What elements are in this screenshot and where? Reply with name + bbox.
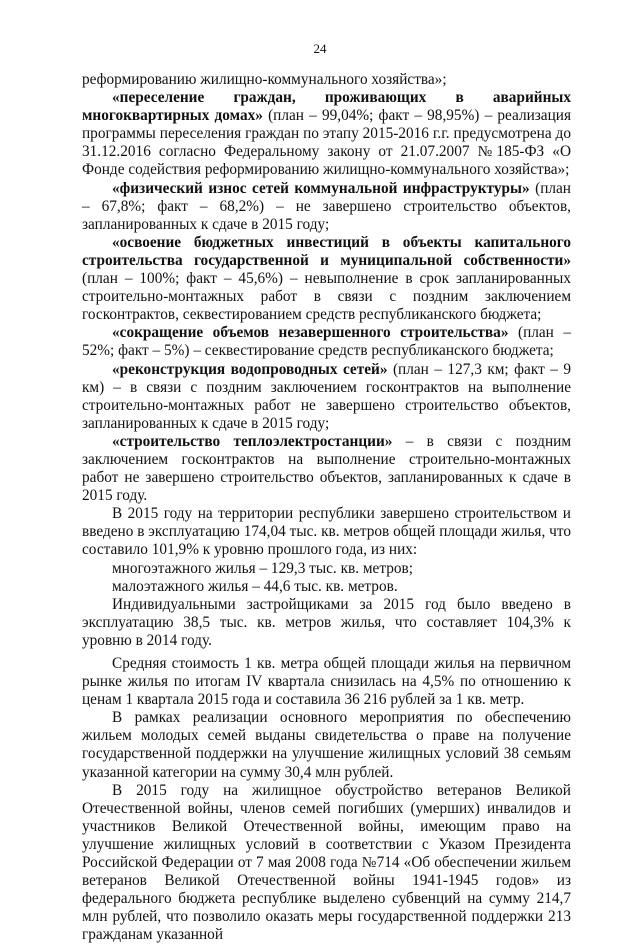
paragraph-text: (план – 67,8%; факт – 68,2%) – не завершено строительство объектов, запланированных к сдаче в 2015 году;: [82, 179, 571, 233]
paragraph-text: реформированию жилищно-коммунального хозяйства»;: [82, 71, 447, 88]
paragraph-text: (план – 100%; факт – 45,6%) – невыполнение в срок запланированных строительно-монтажных работ в связи с поздним заключением госконтрактов, секвестированием средств республиканского бюджета;: [82, 270, 571, 324]
paragraph: В рамках реализации основного мероприятия по обеспечению жильем молодых семей выданы свидетельства о праве на получение государственной поддержки на улучшение жилищных условий 38 семьям указанной категории на сумму 30,4 млн рублей.: [82, 709, 571, 781]
indicator-title: «физический износ сетей коммунальной инфраструктуры»: [112, 179, 530, 197]
document-body: [82, 71, 571, 945]
page-number: 24: [313, 41, 327, 56]
paragraph-text: (план – 52%; факт – 5%) – секвестирование средств республиканского бюджета;: [82, 324, 572, 360]
paragraph-text: (план – 99,04%; факт – 98,95%) – реализация программы переселения граждан по этапу 2015-2016 г.г. предусмотрена до 31.12.2016 согласно Федеральному закону от 21.07.2007 №185-ФЗ «О Фонде содействия реформированию жилищно-коммунального хозяйства»;: [82, 107, 572, 179]
paragraph: малоэтажного жилья – 44,6 тыс. кв. метров.: [112, 577, 398, 595]
paragraph: многоэтажного жилья – 129,3 тыс. кв. метров;: [112, 559, 413, 577]
paragraph: В 2015 году на территории республики завершено строительством и введено в эксплуатацию 174,04 тыс. кв. метров общей площади жилья, что составило 101,9% к уровню прошлого года, из них:: [82, 505, 571, 559]
paragraph-text: – в связи с поздним заключением госконтрактов на выполнение строительно-монтажных работ не завершено строительство объектов, запланированных к сдаче в 2015 году.: [82, 432, 572, 505]
indicator-title: «переселение граждан, проживающих в аварийных многоквартирных домах»: [82, 89, 571, 125]
paragraph: [82, 89, 571, 179]
paragraph: Индивидуальными застройщиками за 2015 год было введено в эксплуатацию 38,5 тыс. кв. метров жилья, что составляет 104,3% к уровню в 2014 году.: [82, 595, 571, 649]
paragraph: [82, 361, 571, 433]
paragraph: Средняя стоимость 1 кв. метра общей площади жилья на первичном рынке жилья по итогам IV квартала снизилась на 4,5% по отношению к ценам 1 квартала 2015 года и составила 36 216 рублей за 1 кв. метр.: [82, 655, 571, 709]
paragraph: [82, 71, 571, 89]
indicator-title: «освоение бюджетных инвестиций в объекты капитального строительства государственной и муниципальной собственности»: [82, 233, 571, 269]
paragraph: [82, 433, 571, 505]
paragraph-text: (план – 127,3 км; факт – 9 км) – в связи с поздним заключением госконтрактов на выполнение строительно-монтажных работ не завершено строительство объектов, запланированных к сдаче в 2015 году;: [82, 360, 571, 432]
paragraph: [82, 180, 571, 234]
paragraph: [82, 324, 571, 360]
paragraph: В 2015 году на жилищное обустройство ветеранов Великой Отечественной войны, членов семей погибших (умерших) инвалидов и участников Великой Отечественной войны, имеющим право на улучшение жилищных условий в соответствии с Указом Президента Российской Федерации от 7 мая 2008 года №714 «Об обеспечении жильем ветеранов Великой Отечественной войны 1941-1945 годов» из федерального бюджета республике выделено субвенций на сумму 214,7 млн рублей, что позволило оказать меры государственной поддержки 213 гражданам указанной: [82, 781, 571, 944]
paragraph: [82, 234, 571, 324]
indicator-title: «сокращение объемов незавершенного строительства»: [112, 324, 509, 342]
indicator-title: «строительство теплоэлектростанции»: [112, 432, 393, 450]
indicator-title: «реконструкция водопроводных сетей»: [112, 360, 388, 378]
